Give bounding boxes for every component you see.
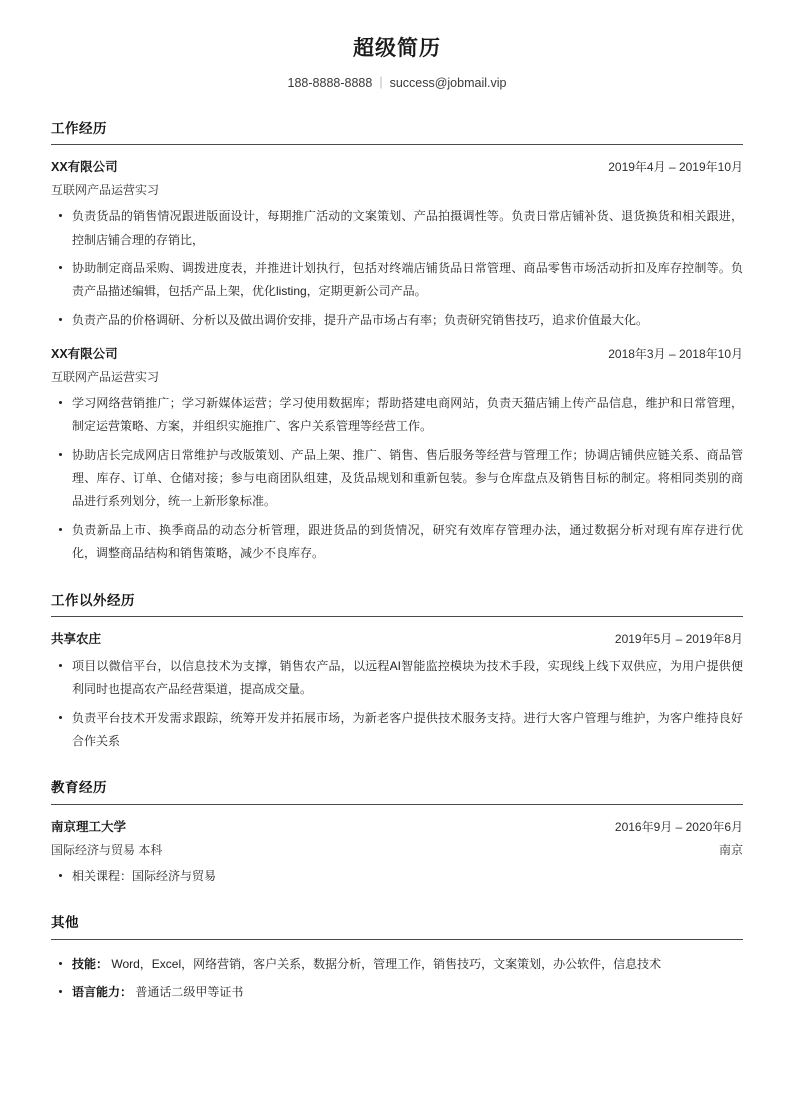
section-work-experience bbox=[51, 120, 743, 566]
bullet-item bbox=[51, 981, 743, 1004]
bullet-item: 负责产品的价格调研、分析以及做出调价安排，提升产品市场占有率；负责研究销售技巧，追求价值最大化。 bbox=[51, 309, 743, 332]
entry-organization: 南京理工大学 bbox=[51, 820, 127, 835]
bullet-list bbox=[51, 655, 743, 754]
bullet-list bbox=[51, 392, 743, 566]
section-other bbox=[51, 914, 743, 1004]
bullet-text: Word，Excel，网络营销，客户关系，数据分析，管理工作，销售技巧，文案策划，办公软件，信息技术 bbox=[108, 956, 662, 971]
entry-date-range: 2016年9月 – 2020年6月 bbox=[614, 820, 743, 835]
bullet-item: 协助店长完成网店日常维护与改版策划、产品上架、推广、销售、售后服务等经营与管理工作；协调店铺供应链关系、商品管理、库存、订单、仓储对接；参与电商团队组建，及货品规划和重新包装。参与仓库盘点及销售目标的制定。将相同类别的商品进行系列划分，统一上新形象标准。 bbox=[51, 444, 743, 514]
section-divider bbox=[51, 144, 743, 145]
bullet-item: 学习网络营销推广；学习新媒体运营；学习使用数据库；帮助搭建电商网站，负责天猫店铺上传产品信息，维护和日常管理，制定运营策略、方案，并组织实施推广、客户关系管理等经营工作。 bbox=[51, 392, 743, 439]
entry-subheader-row bbox=[51, 841, 743, 859]
section-other-experience bbox=[51, 592, 743, 754]
bullet-item: 负责平台技术开发需求跟踪，统筹开发并拓展市场，为新老客户提供技术服务支持。进行大客户管理与维护，为客户维持良好合作关系 bbox=[51, 707, 743, 754]
entry bbox=[51, 158, 743, 332]
bullet-label: 技能： bbox=[72, 956, 109, 971]
contact-line bbox=[51, 75, 743, 93]
section-title: 其他 bbox=[51, 915, 79, 931]
entry-date-range: 2019年5月 – 2019年8月 bbox=[614, 632, 743, 647]
sections-container bbox=[51, 120, 743, 1005]
entry-organization: XX有限公司 bbox=[51, 160, 118, 175]
entry-subheader-row bbox=[51, 181, 743, 199]
section-divider bbox=[51, 939, 743, 940]
bullet-item: 负责新品上市、换季商品的动态分析管理，跟进货品的到货情况，研究有效库存管理办法，通过数据分析对现有库存进行优化，调整商品结构和销售策略，减少不良库存。 bbox=[51, 519, 743, 566]
bullet-item: 项目以微信平台，以信息技术为支撑，销售农产品，以远程AI智能监控模块为技术手段，实现线上线下双供应，为用户提供便利同时也提高农产品经营渠道，提高成交量。 bbox=[51, 655, 743, 702]
bullet-list bbox=[51, 205, 743, 332]
contact-separator: | bbox=[379, 75, 383, 90]
entry bbox=[51, 630, 743, 753]
section-title: 教育经历 bbox=[51, 780, 107, 796]
entry-date-range: 2018年3月 – 2018年10月 bbox=[608, 347, 743, 362]
entry-role: 国际经济与贸易 本科 bbox=[51, 842, 163, 857]
entry-role: 互联网产品运营实习 bbox=[51, 183, 160, 198]
email-address: success@jobmail.vip bbox=[389, 76, 507, 91]
phone-number: 188-8888-8888 bbox=[287, 76, 373, 91]
entry bbox=[51, 818, 743, 888]
entry-header-row bbox=[51, 158, 743, 177]
entry-role: 互联网产品运营实习 bbox=[51, 369, 160, 384]
bullet-list bbox=[51, 953, 743, 1005]
section-divider bbox=[51, 616, 743, 617]
bullet-item: 协助制定商品采购、调拨进度表，并推进计划执行，包括对终端店铺货品日常管理、商品零售市场活动折扣及库存控制等。负责产品描述编辑，包括产品上架，优化listing，定期更新公司产品。 bbox=[51, 257, 743, 304]
bullet-text: 普通话二级甲等证书 bbox=[132, 985, 244, 1000]
entry-location: 南京 bbox=[718, 842, 743, 857]
resume-header bbox=[51, 0, 743, 93]
entry-header-row bbox=[51, 818, 743, 837]
bullet-list bbox=[51, 865, 743, 888]
entry bbox=[51, 345, 743, 565]
bullet-item: 相关课程：国际经济与贸易 bbox=[51, 865, 743, 888]
bullet-label: 语言能力： bbox=[72, 985, 133, 1000]
section-divider bbox=[51, 804, 743, 805]
entry-subheader-row bbox=[51, 368, 743, 386]
bullet-item bbox=[51, 953, 743, 976]
entry-organization: 共享农庄 bbox=[51, 632, 102, 647]
entry-header-row bbox=[51, 345, 743, 364]
bullet-item: 负责货品的销售情况跟进版面设计，每期推广活动的文案策划、产品拍摄调性等。负责日常店铺补货、退货换货和相关跟进，控制店铺合理的存销比， bbox=[51, 205, 743, 252]
entry bbox=[51, 953, 743, 1005]
candidate-name: 超级简历 bbox=[353, 37, 441, 60]
section-title: 工作经历 bbox=[51, 120, 107, 136]
entry-organization: XX有限公司 bbox=[51, 347, 118, 362]
section-title: 工作以外经历 bbox=[51, 592, 135, 608]
entry-date-range: 2019年4月 – 2019年10月 bbox=[608, 160, 743, 175]
entry-header-row bbox=[51, 630, 743, 649]
section-education bbox=[51, 779, 743, 888]
